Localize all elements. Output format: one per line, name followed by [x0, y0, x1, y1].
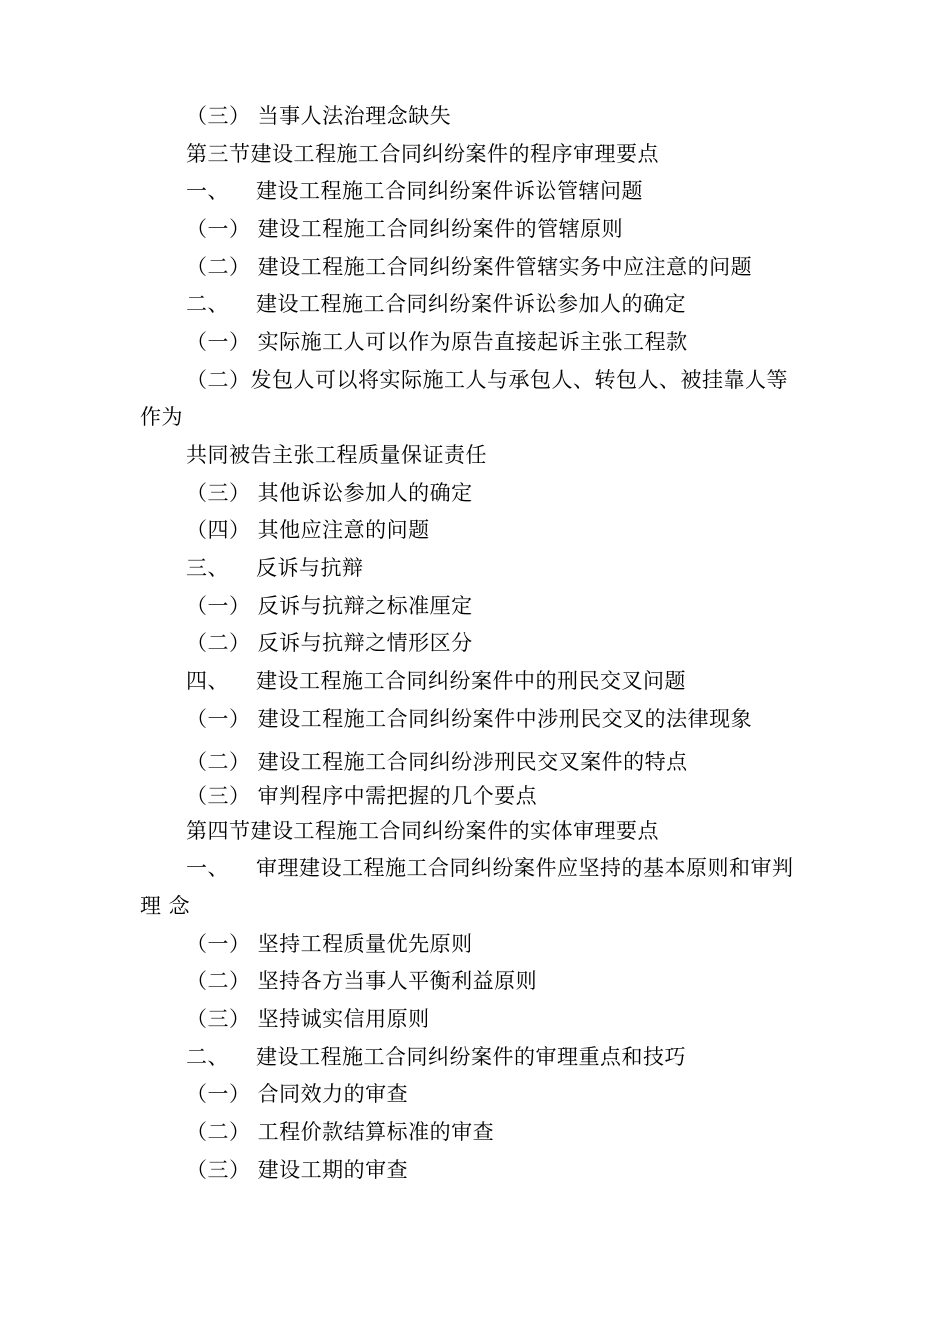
- subsection-heading: （一） 实际施工人可以作为原告直接起诉主张工程款: [186, 330, 688, 354]
- subsection-heading: （一） 反诉与抗辩之标准厘定: [186, 594, 473, 618]
- numbered-heading: [186, 1043, 686, 1071]
- subsection-heading: （二） 建设工程施工合同纠纷涉刑民交叉案件的特点: [186, 750, 688, 774]
- numbered-heading: [186, 667, 686, 695]
- subsection-heading: （三） 其他诉讼参加人的确定: [186, 481, 473, 505]
- text-line: 共同被告主张工程质量保证责任: [186, 443, 487, 467]
- subsection-heading: （二） 反诉与抗辩之情形区分: [186, 631, 473, 655]
- heading-number: 一、: [186, 856, 229, 880]
- subsection-heading: （一） 坚持工程质量优先原则: [186, 932, 473, 956]
- heading-number: 二、: [186, 1045, 229, 1069]
- subsection-heading: （一） 合同效力的审查: [186, 1082, 409, 1106]
- numbered-heading: [186, 290, 686, 318]
- heading-text: 审理建设工程施工合同纠纷案件应坚持的基本原则和审判: [256, 856, 794, 880]
- text-line: 作为: [140, 405, 183, 429]
- subsection-heading: （一） 建设工程施工合同纠纷案件的管辖原则: [186, 217, 624, 241]
- subsection-heading: （四） 其他应注意的问题: [186, 518, 430, 542]
- subsection-heading: （二） 建设工程施工合同纠纷案件管辖实务中应注意的问题: [186, 255, 753, 279]
- subsection-heading: （二） 工程价款结算标准的审查: [186, 1120, 495, 1144]
- subsection-heading: （二） 坚持各方当事人平衡利益原则: [186, 969, 538, 993]
- section-heading: 第三节建设工程施工合同纠纷案件的程序审理要点: [186, 142, 659, 166]
- subsection-heading: （二）发包人可以将实际施工人与承包人、转包人、被挂靠人等: [186, 368, 788, 392]
- numbered-heading: [186, 854, 794, 882]
- heading-number: 一、: [186, 179, 229, 203]
- heading-text: 反诉与抗辩: [256, 556, 364, 580]
- heading-text: 建设工程施工合同纠纷案件诉讼管辖问题: [256, 179, 643, 203]
- subsection-heading: （三） 建设工期的审查: [186, 1158, 409, 1182]
- heading-number: 四、: [186, 669, 229, 693]
- subsection-heading: （一） 建设工程施工合同纠纷案件中涉刑民交叉的法律现象: [186, 707, 753, 731]
- heading-text: 建设工程施工合同纠纷案件诉讼参加人的确定: [256, 292, 686, 316]
- heading-number: 二、: [186, 292, 229, 316]
- numbered-heading: [186, 177, 643, 205]
- subsection-heading: （三） 坚持诚实信用原则: [186, 1007, 430, 1031]
- text-line: 理 念: [140, 894, 191, 918]
- subsection-heading: （三） 审判程序中需把握的几个要点: [186, 784, 538, 808]
- numbered-heading: [186, 554, 364, 582]
- heading-text: 建设工程施工合同纠纷案件中的刑民交叉问题: [256, 669, 686, 693]
- heading-number: 三、: [186, 556, 229, 580]
- section-heading: 第四节建设工程施工合同纠纷案件的实体审理要点: [186, 819, 659, 843]
- heading-text: 建设工程施工合同纠纷案件的审理重点和技巧: [256, 1045, 686, 1069]
- subsection-heading: （三） 当事人法治理念缺失: [186, 104, 452, 128]
